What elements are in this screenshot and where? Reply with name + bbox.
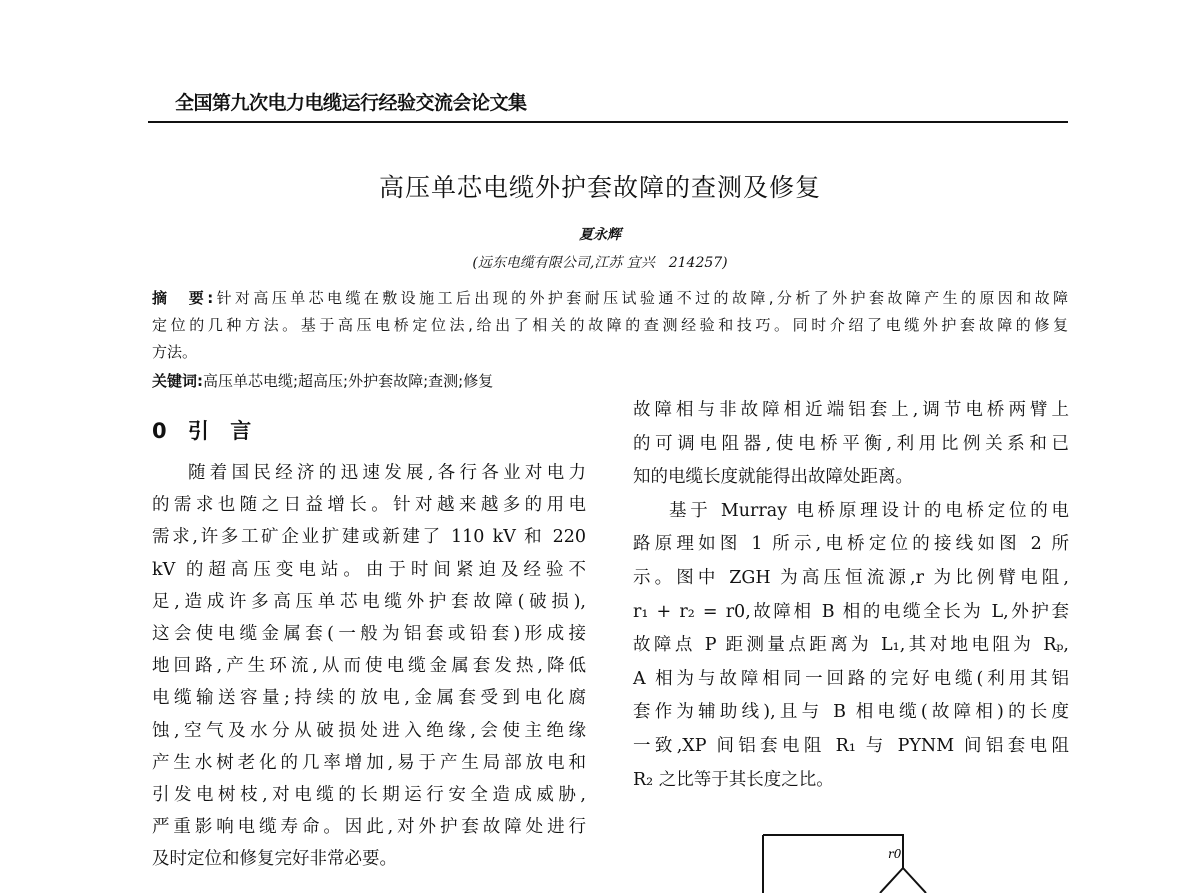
text-line: A 相为与故障相同一回路的完好电缆(利用其铝 (633, 668, 1069, 689)
text-line: r₁ + r₂ = r0,故障相 B 相的电缆全长为 L,外护套 (633, 601, 1069, 622)
abstract-line: 定位的几种方法。基于高压电桥定位法,给出了相关的故障的查测经验和技巧。同时介绍了电缆外护套故障的修复 (152, 316, 1068, 334)
text-line: 路原理如图 1 所示,电桥定位的接线如图 2 所 (633, 534, 1069, 555)
text-line: 随着国民经济的迅速发展,各行各业对电力 (188, 463, 586, 483)
text-line: 一致,XP 间铝套电阻 R₁ 与 PYNM 间铝套电阻 (633, 735, 1069, 756)
abstract-text: 针对高压单芯电缆在敷设施工后出现的外护套耐压试验通不过的故障,分析了外护套故障产生的原因和故障 (213, 289, 1068, 307)
text-line: 的可调电阻器,使电桥平衡,利用比例关系和已 (633, 433, 1069, 454)
text-line: 的需求也随之日益增长。针对越来越多的用电 (152, 495, 586, 516)
text-line: 需求,许多工矿企业扩建或新建了 110 kV 和 220 (152, 527, 586, 548)
abstract-line (152, 285, 1068, 312)
text-line: 知的电缆长度就能得出故障处距离。 (633, 467, 913, 488)
text-line: 电缆输送容量;持续的放电,金属套受到电化腐 (152, 688, 586, 709)
abstract-line: 方法。 (152, 343, 198, 361)
right-column (633, 394, 1069, 797)
text-line: 及时定位和修复完好非常必要。 (152, 849, 397, 870)
keywords (152, 368, 1068, 395)
abstract-label: 摘 要: (152, 289, 214, 307)
text-line: kV 的超高压变电站。由于时间紧迫及经验不 (152, 559, 586, 580)
text-line: 足,造成许多高压单芯电缆外护套故障(破损), (152, 591, 586, 612)
bridge-circuit-figure (740, 820, 960, 893)
text-line: 这会使电缆金属套(一般为铝套或铅套)形成接 (152, 623, 586, 644)
keywords-label: 关键词: (152, 372, 203, 390)
text-line: 套作为辅助线),且与 B 相电缆(故障相)的长度 (633, 702, 1069, 723)
text-line: 故障点 P 距测量点距离为 L₁,其对地电阻为 Rₚ, (633, 635, 1069, 656)
text-line: R₂ 之比等于其长度之比。 (633, 769, 834, 790)
keywords-line (152, 368, 1068, 395)
text-line: 蚀,空气及水分从破损处进入绝缘,会使主绝缘 (152, 720, 586, 741)
text-line: 基于 Murray 电桥原理设计的电桥定位的电 (669, 500, 1069, 521)
text-line: 故障相与非故障相近端铝套上,调节电桥两臂上 (633, 400, 1069, 420)
text-line: 示。图中 ZGH 为高压恒流源,r 为比例臂电阻, (633, 567, 1069, 588)
running-head: 全国第九次电力电缆运行经验交流会论文集 (175, 92, 527, 114)
paper-title: 高压单芯电缆外护套故障的查测及修复 (378, 173, 821, 202)
author: 夏永辉 (579, 227, 621, 243)
text-line: 产生水树老化的几率增加,易于产生局部放电和 (152, 752, 586, 773)
abstract (152, 285, 1068, 366)
section-heading: 0 引 言 (152, 419, 252, 443)
circuit-lines (763, 835, 926, 893)
affiliation: (远东电缆有限公司,江苏 宜兴 214257) (472, 255, 728, 271)
text-line: 引发电树枝,对电缆的长期运行安全造成威胁, (152, 784, 586, 805)
r0-label: r0 (888, 847, 902, 861)
left-column (152, 457, 586, 875)
text-line: 地回路,产生环流,从而使电缆金属套发热,降低 (152, 656, 586, 677)
header-rule (148, 121, 1068, 123)
keywords-text: 高压单芯电缆;超高压;外护套故障;查测;修复 (203, 372, 494, 390)
text-line: 严重影响电缆寿命。因此,对外护套故障处进行 (152, 817, 586, 838)
